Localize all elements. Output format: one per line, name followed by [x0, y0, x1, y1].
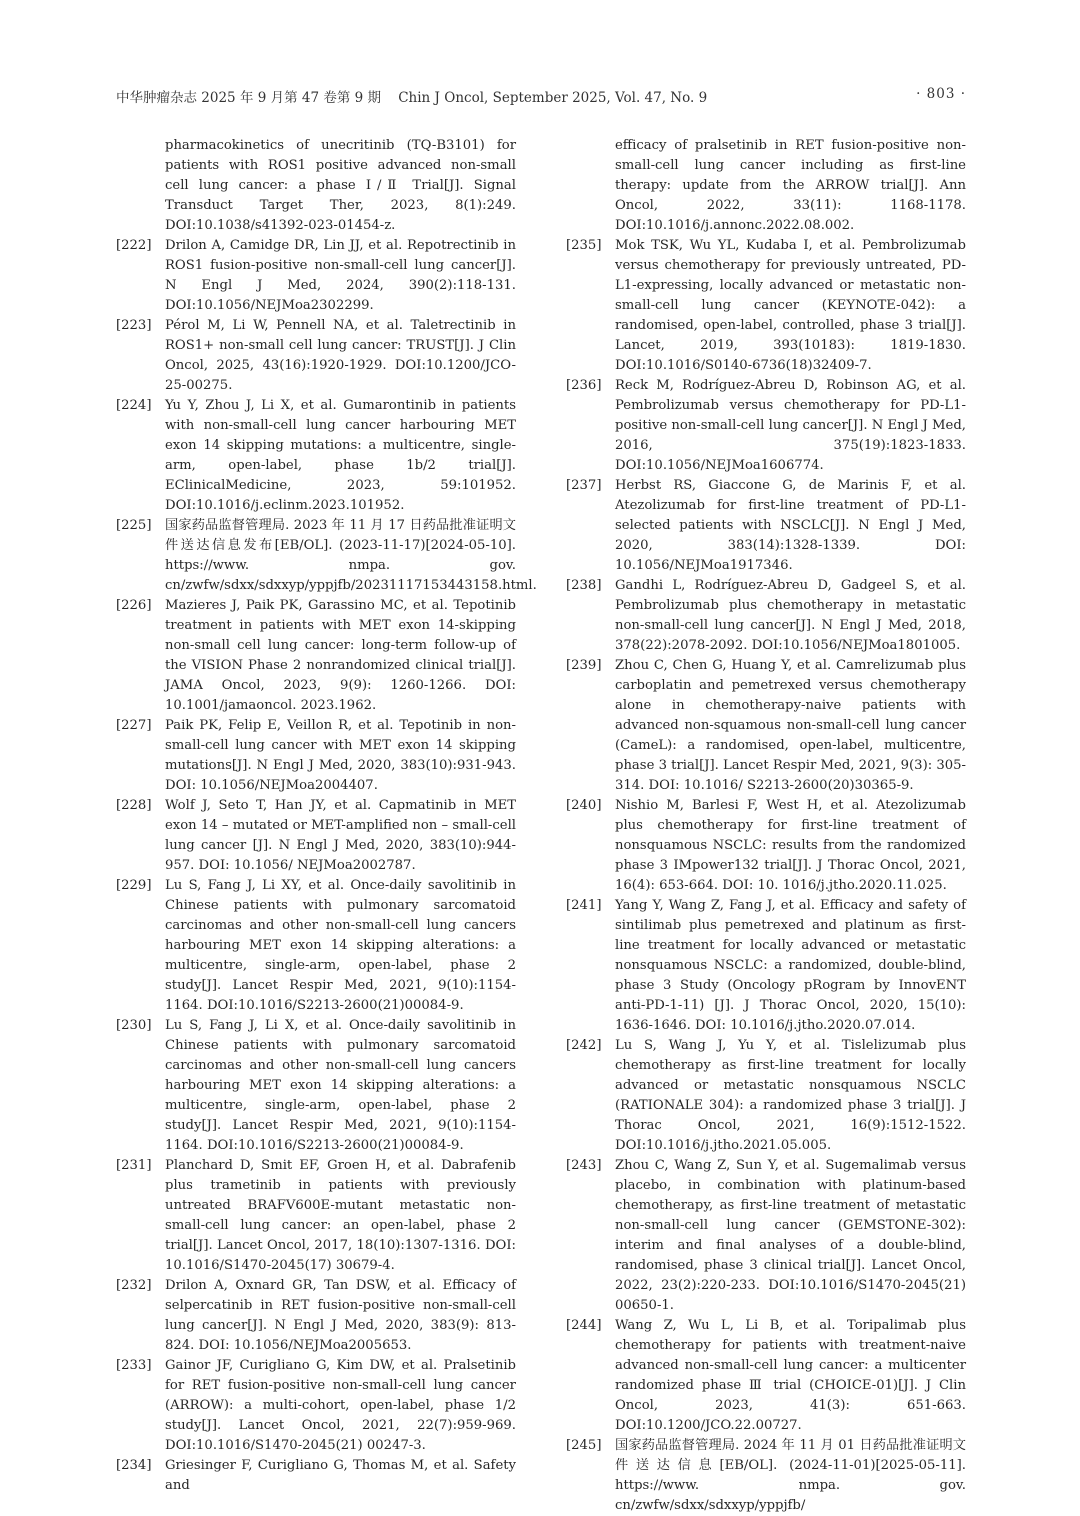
reference-text: Drilon A, Camidge DR, Lin JJ, et al. Repotrectinib in ROS1 fusion-positive non-small-cell lung cancer[J]. N Engl J Med, 2024, 390(2):118-131. DOI:10.1056/NEJMoa2302299.: [165, 238, 516, 313]
reference-number: [232]: [116, 1278, 152, 1293]
reference-entry: [116, 1356, 516, 1456]
reference-text: Paik PK, Felip E, Veillon R, et al. Tepotinib in non-small-cell lung cancer with MET exon 14 skipping mutations[J]. N Engl J Med, 2020, 383(10):931-943. DOI: 10.1056/NEJMoa2004407.: [165, 718, 516, 793]
reference-text: Pérol M, Li W, Pennell NA, et al. Taletrectinib in ROS1+ non-small cell lung cancer: TRUST[J]. J Clin Oncol, 2025, 43(16):1920-1929. DOI:10.1200/JCO-25-00275.: [165, 318, 516, 393]
reference-number: [223]: [116, 318, 152, 333]
reference-number: [237]: [566, 478, 602, 493]
reference-entry: [116, 796, 516, 876]
reference-number: [224]: [116, 398, 152, 413]
reference-text: Herbst RS, Giaccone G, de Marinis F, et al. Atezolizumab for first-line treatment of PD-L1-selected patients with NSCLC[J]. N Engl J Med, 2020, 383(14):1328-1339. DOI: 10.1056/NEJMoa1917346.: [615, 478, 966, 573]
reference-text: Nishio M, Barlesi F, West H, et al. Atezolizumab plus chemotherapy for first-line treatment of nonsquamous NSCLC: results from the randomized phase 3 IMpower132 trial[J]. J Thorac Oncol, 2021, 16(4): 653-664. DOI: 10. 1016/j.jtho.2020.11.025.: [615, 798, 966, 893]
reference-text: 国家药品监督管理局. 2024 年 11 月 01 日药品批准证明文件送达信息[EB/OL]. (2024-11-01)[2025-05-11]. https://www. nmpa. gov. cn/zwfw/sdxx/sdxxyp/yppjfb/: [615, 1438, 966, 1513]
reference-number: [222]: [116, 238, 152, 253]
header-journal: [116, 86, 707, 106]
reference-entry: [566, 1316, 966, 1436]
reference-entry: [116, 1456, 516, 1496]
reference-text: Gainor JF, Curigliano G, Kim DW, et al. Pralsetinib for RET fusion-positive non-small-cell lung cancer (ARROW): a multi-cohort, open-label, phase 1/2 study[J]. Lancet Oncol, 2021, 22(7):959-969. DOI:10.1016/S1470-2045(21) 00247-3.: [165, 1358, 516, 1453]
reference-entry: [566, 476, 966, 576]
reference-number: [241]: [566, 898, 602, 913]
reference-text: Wang Z, Wu L, Li B, et al. Toripalimab plus chemotherapy for patients with treatment-naive advanced non-small-cell lung cancer: a multicenter randomized phase Ⅲ trial (CHOICE-01)[J]. J Clin Oncol, 2023, 41(3): 651-663. DOI:10.1200/JCO.22.00727.: [615, 1318, 966, 1433]
reference-entry: [566, 796, 966, 896]
reference-text: efficacy of pralsetinib in RET fusion-positive non-small-cell lung cancer including as first-line therapy: update from the ARROW trial[J]. Ann Oncol, 2022, 33(11): 1168-1178. DOI:10.1016/j.annonc.2022.08.002.: [615, 138, 966, 233]
reference-entry: [116, 1156, 516, 1276]
reference-text: Griesinger F, Curigliano G, Thomas M, et al. Safety and: [165, 1458, 516, 1493]
reference-entry: [566, 1036, 966, 1156]
reference-entry: [566, 656, 966, 796]
reference-entry: [116, 396, 516, 516]
page-number: · 803 ·: [916, 86, 966, 102]
reference-entry: [116, 516, 537, 596]
reference-text: Mok TSK, Wu YL, Kudaba I, et al. Pembrolizumab versus chemotherapy for previously untreated, PD-L1-expressing, locally advanced or metastatic non-small-cell lung cancer (KEYNOTE-042): a randomised, open-label, controlled, phase 3 trial[J]. Lancet, 2019, 393(10183): 1819-1830. DOI:10.1016/S0140-6736(18)32409-7.: [615, 238, 966, 373]
reference-text: Yang Y, Wang Z, Fang J, et al. Efficacy and safety of sintilimab plus pemetrexed and platinum as first-line treatment for locally advanced or metastatic nonsquamous NSCLC: a randomized, double-blind, phase 3 Study (Oncology pRogram by InnovENT anti-PD-1-11) [J]. J Thorac Oncol, 2020, 15(10): 1636-1646. DOI: 10.1016/j.jtho.2020.07.014.: [615, 898, 966, 1033]
reference-number: [228]: [116, 798, 152, 813]
reference-number: [235]: [566, 238, 602, 253]
reference-number: [236]: [566, 378, 602, 393]
left-reference-column: [116, 136, 537, 1496]
right-reference-column: [566, 136, 966, 1516]
reference-number: [244]: [566, 1318, 602, 1333]
reference-text: Drilon A, Oxnard GR, Tan DSW, et al. Efficacy of selpercatinib in RET fusion-positive non-small-cell lung cancer[J]. N Engl J Med, 2020, 383(9): 813-824. DOI: 10.1056/NEJMoa2005653.: [165, 1278, 516, 1353]
reference-text: Zhou C, Chen G, Huang Y, et al. Camrelizumab plus carboplatin and pemetrexed versus chemotherapy alone in chemotherapy-naive patients with advanced non-squamous non-small-cell lung cancer (CameL): a randomised, open-label, multicentre, phase 3 trial[J]. Lancet Respir Med, 2021, 9(3): 305-314. DOI: 10.1016/ S2213-2600(20)30365-9.: [615, 658, 966, 793]
reference-number: [240]: [566, 798, 602, 813]
reference-entry: [116, 136, 516, 236]
reference-entry: [566, 1436, 966, 1516]
reference-text: Gandhi L, Rodríguez-Abreu D, Gadgeel S, et al. Pembrolizumab plus chemotherapy in metastatic non-small-cell lung cancer[J]. N Engl J Med, 2018, 378(22):2078-2092. DOI:10.1056/NEJMoa1801005.: [615, 578, 966, 653]
reference-number: [225]: [116, 518, 152, 533]
reference-entry: [566, 576, 966, 656]
reference-entry: [116, 876, 516, 1016]
reference-number: [234]: [116, 1458, 152, 1473]
reference-entry: [116, 316, 516, 396]
reference-text: Lu S, Fang J, Li X, et al. Once-daily savolitinib in Chinese patients with pulmonary sarcomatoid carcinomas and other non-small-cell lung cancers harbouring MET exon 14 skipping alterations: a multicentre, single-arm, open-label, phase 2 study[J]. Lancet Respir Med, 2021, 9(10):1154-1164. DOI:10.1016/S2213-2600(21)00084-9.: [165, 1018, 516, 1153]
reference-entry: [566, 1156, 966, 1316]
reference-text: Wolf J, Seto T, Han JY, et al. Capmatinib in MET exon 14 – mutated or MET-amplified non – small-cell lung cancer [J]. N Engl J Med, 2020, 383(10):944-957. DOI: 10.1056/ NEJMoa2002787.: [165, 798, 516, 873]
reference-entry: [566, 376, 966, 476]
header-journal-en: Chin J Oncol, September 2025, Vol. 47, No. 9: [398, 90, 708, 106]
reference-entry: [116, 1276, 516, 1356]
reference-entry: [116, 1016, 516, 1156]
reference-entry: [566, 896, 966, 1036]
reference-number: [227]: [116, 718, 152, 733]
reference-number: [239]: [566, 658, 602, 673]
reference-text: 国家药品监督管理局. 2023 年 11 月 17 日药品批准证明文件送达信息发布[EB/OL]. (2023-11-17)[2024-05-10]. https://www. nmpa. gov. cn/zwfw/sdxx/sdxxyp/yppjfb/20231117153443158.html.: [165, 518, 537, 593]
reference-entry: [116, 596, 516, 716]
reference-text: Yu Y, Zhou J, Li X, et al. Gumarontinib in patients with non-small-cell lung cancer harbouring MET exon 14 skipping mutations: a multicentre, single-arm, open-label, phase 1b/2 trial[J]. EClinicalMedicine, 2023, 59:101952. DOI:10.1016/j.eclinm.2023.101952.: [165, 398, 516, 513]
reference-number: [242]: [566, 1038, 602, 1053]
reference-text: Reck M, Rodríguez-Abreu D, Robinson AG, et al. Pembrolizumab versus chemotherapy for PD-L1-positive non-small-cell lung cancer[J]. N Engl J Med, 2016, 375(19):1823-1833. DOI:10.1056/NEJMoa1606774.: [615, 378, 966, 473]
reference-number: [231]: [116, 1158, 152, 1173]
reference-number: [245]: [566, 1438, 602, 1453]
reference-number: [226]: [116, 598, 152, 613]
reference-text: Lu S, Fang J, Li XY, et al. Once-daily savolitinib in Chinese patients with pulmonary sarcomatoid carcinomas and other non-small-cell lung cancers harbouring MET exon 14 skipping alterations: a multicentre, single-arm, open-label, phase 2 study[J]. Lancet Respir Med, 2021, 9(10):1154-1164. DOI:10.1016/S2213-2600(21)00084-9.: [165, 878, 516, 1013]
reference-text: pharmacokinetics of unecritinib (TQ-B3101) for patients with ROS1 positive advanced non-small cell lung cancer: a phase Ⅰ/Ⅱ Trial[J]. Signal Transduct Target Ther, 2023, 8(1):249. DOI:10.1038/s41392-023-01454-z.: [165, 138, 516, 233]
reference-number: [233]: [116, 1358, 152, 1373]
reference-text: Planchard D, Smit EF, Groen H, et al. Dabrafenib plus trametinib in patients with previously untreated BRAFV600E-mutant metastatic non-small-cell lung cancer: an open-label, phase 2 trial[J]. Lancet Oncol, 2017, 18(10):1307-1316. DOI: 10.1016/S1470-2045(17) 30679-4.: [165, 1158, 516, 1273]
reference-text: Lu S, Wang J, Yu Y, et al. Tislelizumab plus chemotherapy as first-line treatment for locally advanced or metastatic nonsquamous NSCLC (RATIONALE 304): a randomized phase 3 trial[J]. J Thorac Oncol, 2021, 16(9):1512-1522. DOI:10.1016/j.jtho.2021.05.005.: [615, 1038, 966, 1153]
header-journal-cn: 中华肿瘤杂志 2025 年 9 月第 47 卷第 9 期: [116, 90, 382, 106]
reference-entry: [566, 236, 966, 376]
reference-text: Mazieres J, Paik PK, Garassino MC, et al. Tepotinib treatment in patients with MET exon 14-skipping non-small cell lung cancer: long-term follow-up of the VISION Phase 2 nonrandomized clinical trial[J]. JAMA Oncol, 2023, 9(9): 1260-1266. DOI: 10.1001/jamaoncol. 2023.1962.: [165, 598, 516, 713]
reference-entry: [116, 716, 516, 796]
reference-entry: [566, 136, 966, 236]
reference-text: Zhou C, Wang Z, Sun Y, et al. Sugemalimab versus placebo, in combination with platinum-based chemotherapy, as first-line treatment of metastatic non-small-cell lung cancer (GEMSTONE-302): interim and final analyses of a double-blind, randomised, phase 3 clinical trial[J]. Lancet Oncol, 2022, 23(2):220-233. DOI:10.1016/S1470-2045(21) 00650-1.: [615, 1158, 966, 1313]
reference-number: [238]: [566, 578, 602, 593]
reference-entry: [116, 236, 516, 316]
reference-number: [229]: [116, 878, 152, 893]
reference-number: [230]: [116, 1018, 152, 1033]
reference-number: [243]: [566, 1158, 602, 1173]
